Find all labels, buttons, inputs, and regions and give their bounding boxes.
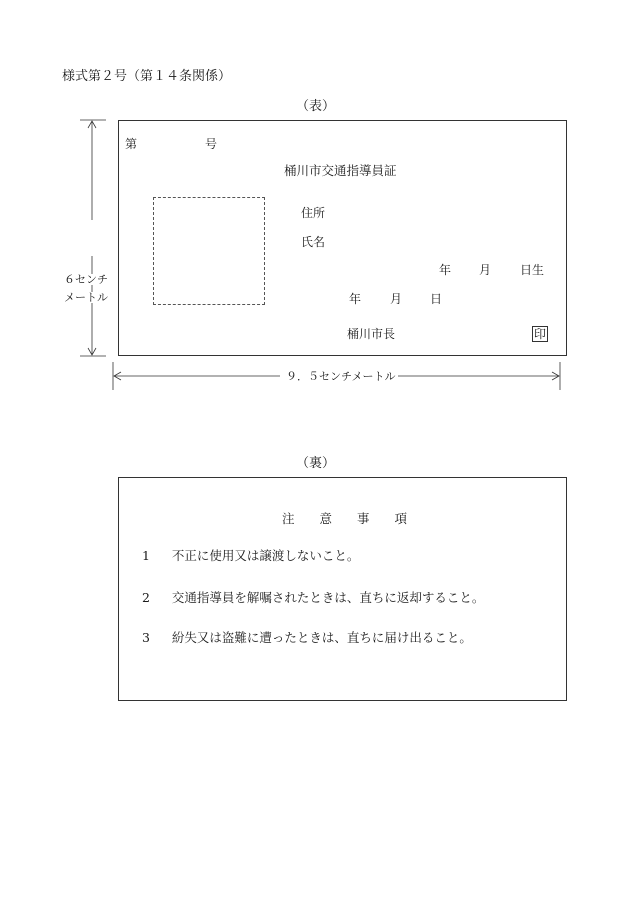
birth-year-label: 年 [439,263,452,277]
issue-year-label: 年 [349,292,362,306]
photo-placeholder [153,197,265,305]
note-number: 1 [142,548,150,563]
address-label: 住所 [301,206,326,220]
note-text: 交通指導員を解嘱されたときは、直ちに返却すること。 [171,590,485,605]
form-header: 様式第２号（第１４条関係） [62,69,232,84]
width-arrow-left [114,372,121,380]
note-item-2 [142,592,484,605]
note-number: 3 [142,630,150,645]
width-arrow-right [552,372,559,380]
note-item-1 [142,550,359,563]
card-number-suffix: 号 [205,137,218,151]
note-number: 2 [142,590,150,605]
birth-month-label: 月 [479,263,492,277]
seal-mark: 印 [533,327,546,341]
note-item-3 [142,632,472,645]
card-title: 桶川市交通指導員証 [284,163,397,178]
width-label: ９．５センチメートル [286,370,396,383]
back-caption: （裏） [296,456,336,471]
height-label-line1: ６センチ [64,273,108,286]
issue-day-label: 日 [430,292,443,306]
note-text: 不正に使用又は譲渡しないこと。 [171,548,360,563]
issuer-label: 桶川市長 [347,327,396,341]
card-number-prefix: 第 [125,137,138,151]
issue-month-label: 月 [390,292,403,306]
front-caption: （表） [296,99,336,114]
birth-day-label: 日生 [520,263,545,277]
height-arrow-bottom [88,348,96,355]
notes-heading: 注 意 事 項 [282,511,408,526]
height-arrow-top [88,121,96,128]
name-label: 氏名 [301,235,326,249]
height-label-line2: メートル [64,291,108,304]
note-text: 紛失又は盗難に遭ったときは、直ちに届け出ること。 [171,630,472,645]
